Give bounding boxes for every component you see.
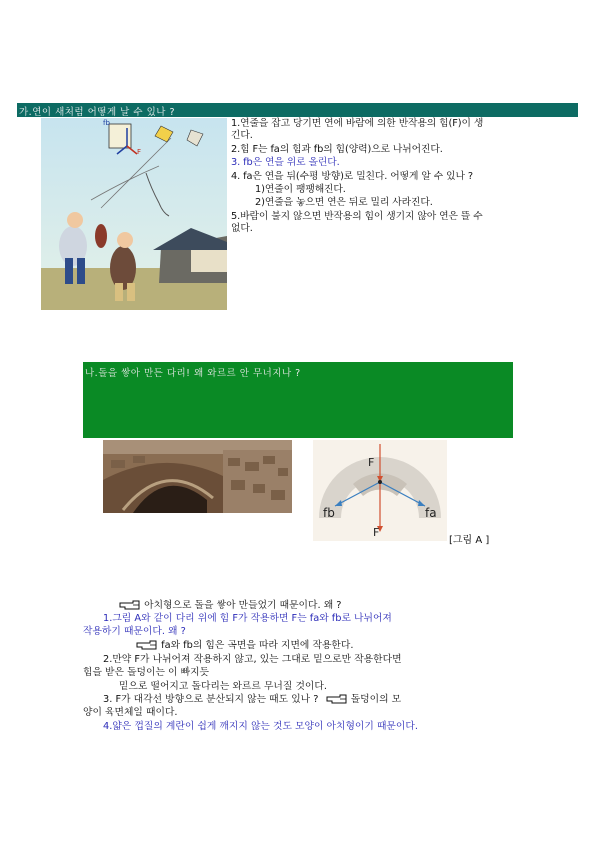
a-line-5: 4. fa은 연을 뒤(수평 방향)로 밀친다. 어떻게 알 수 있나 ? [231,171,474,182]
kite-label-f: F [137,148,142,156]
section-b-header [83,362,513,438]
section-a-title: 가.연이 새처럼 어떻게 날 수 있나 ? [19,107,175,118]
b-line-8 [103,694,401,706]
stone-bridge-photo [103,440,292,513]
diagram-label-fb: fb [323,506,335,520]
b-line-3: 작용하기 때문이다. 왜 ? [83,626,186,637]
a-line-7: 2)연줄을 놓으면 연은 뒤로 밀리 사라진다. [255,197,433,208]
section-b-title: 나.돌을 쌓아 만든 다리! 왜 와르르 안 무너지나 ? [85,368,301,379]
b-line-4-text: fa와 fb의 힘은 곡면을 따라 지면에 작용한다. [161,640,354,651]
b-line-8-tail: 돌덩이의 모 [350,694,402,705]
section-a-header [17,103,578,117]
a-line-6: 1)연줄이 팽팽해진다. [255,184,346,195]
diagram-label-f-top: F [368,456,375,469]
b-line-7: 밑으로 떨어지고 돌다리는 와르르 무너질 것이다. [119,681,327,692]
b-line-9: 양이 육면체일 때이다. [83,707,178,718]
a-line-4: 3. fb은 연을 위로 올린다. [231,157,340,168]
pointing-hand-icon [326,694,348,704]
diagram-label-f-bottom: F [373,526,380,539]
b-line-4 [136,640,353,652]
b-line-1-text: 아치형으로 돌을 쌓아 만들었기 때문이다. 왜 ? [144,600,342,611]
arch-force-diagram [313,440,447,541]
a-line-8: 5.바람이 불지 않으면 반작용의 힘이 생기지 않아 연은 뜰 수 [231,211,483,222]
b-line-10: 4.얇은 껍질의 계란이 쉽게 깨지지 않는 것도 모양이 아치형이기 때문이다. [103,721,418,732]
a-line-1: 1.연줄을 잡고 당기면 연에 바람에 의한 반작용의 힘(F)이 생 [231,118,484,129]
b-line-8-text: 3. F가 대각선 방향으로 분산되지 않는 때도 있나 ? [103,694,319,705]
a-line-3: 2.힘 F는 fa의 힘과 fb의 힘(양력)으로 나뉘어진다. [231,144,443,155]
b-line-5: 2.만약 F가 나뉘어져 작용하지 않고, 있는 그대로 밑으로만 작용한다면 [103,654,402,665]
pointing-hand-icon [136,640,158,650]
pointing-hand-icon [119,600,141,610]
diagram-label-fa: fa [425,506,437,520]
b-line-2: 1.그림 A와 같이 다리 위에 힘 F가 작용하면 F는 fa와 fb로 나뉘어져 [103,613,392,624]
b-line-6: 힘을 받은 돌덩이는 이 빠지듯 [83,667,210,678]
kite-label-fb: fb [103,119,110,127]
figure-a-caption: [그림 A ] [449,535,490,546]
b-line-1 [119,600,341,612]
a-line-2: 긴다. [231,130,253,141]
a-line-9: 없다. [231,223,253,234]
kite-illustration [41,118,227,310]
